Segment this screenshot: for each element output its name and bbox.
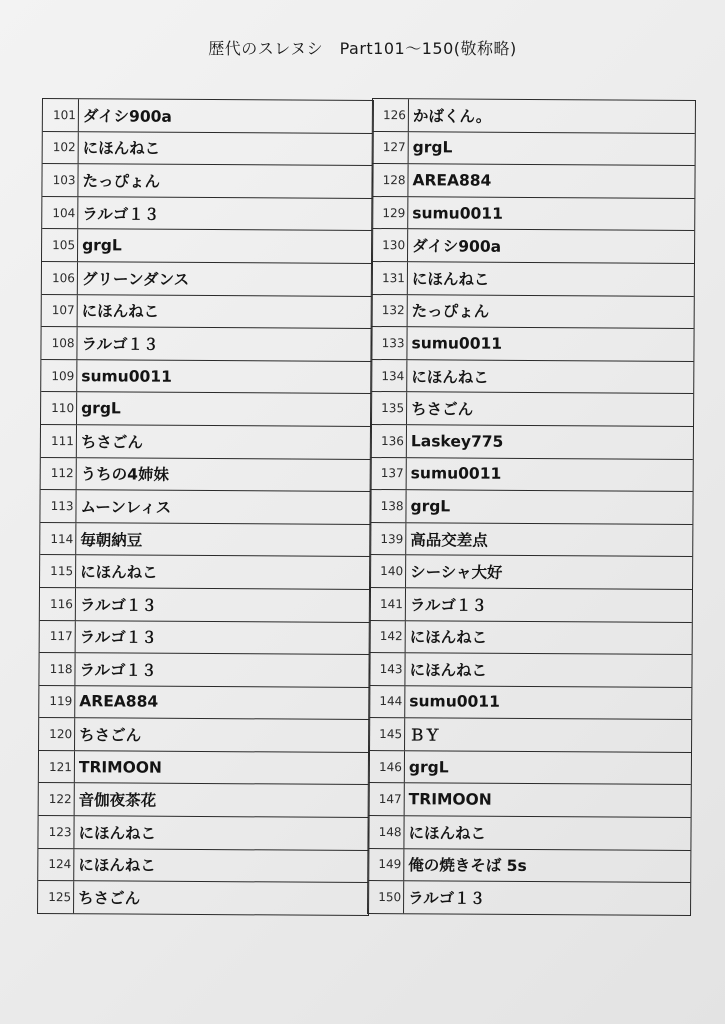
entry-number: 122 bbox=[39, 783, 75, 815]
entry-name: sumu0011 bbox=[411, 334, 503, 353]
entry-name: sumu0011 bbox=[409, 692, 500, 712]
table-row bbox=[41, 392, 371, 427]
entry-name: にほんねこ bbox=[78, 824, 157, 843]
table-row bbox=[38, 849, 368, 884]
entry-number: 140 bbox=[370, 555, 406, 587]
entry-name: にほんねこ bbox=[80, 563, 158, 582]
table-row bbox=[373, 132, 695, 167]
table-row bbox=[39, 686, 369, 721]
entry-number: 120 bbox=[39, 718, 75, 750]
entry-name: sumu0011 bbox=[412, 203, 503, 223]
entry-name: にほんねこ bbox=[409, 628, 488, 648]
entry-number: 121 bbox=[39, 751, 75, 783]
entry-name: AREA884 bbox=[79, 692, 159, 712]
entry-number: 101 bbox=[43, 99, 79, 131]
entry-name: ムーンレィス bbox=[80, 498, 172, 517]
entry-number: 112 bbox=[41, 458, 77, 490]
table-row bbox=[40, 588, 370, 623]
entry-name: にほんねこ bbox=[81, 302, 160, 322]
table-row bbox=[38, 816, 368, 851]
entry-name: ラルゴ１３ bbox=[82, 204, 160, 224]
table-row bbox=[372, 229, 694, 264]
entry-name: にほんねこ bbox=[78, 856, 156, 876]
entry-number: 123 bbox=[38, 816, 74, 848]
entry-name: ダイシ900a bbox=[412, 237, 502, 256]
entry-name: にほんねこ bbox=[411, 270, 490, 289]
table-row bbox=[39, 751, 369, 786]
table-row bbox=[370, 490, 692, 525]
entry-name: ラルゴ１３ bbox=[408, 889, 486, 908]
entry-number: 137 bbox=[371, 458, 407, 490]
table-row bbox=[368, 849, 690, 884]
table-row bbox=[372, 295, 694, 330]
table-row bbox=[39, 783, 369, 818]
entry-name: グリーンダンス bbox=[81, 270, 190, 289]
entry-name: Laskey775 bbox=[410, 431, 504, 451]
entry-number: 109 bbox=[41, 360, 77, 392]
entry-name: ちさごん bbox=[411, 400, 474, 419]
table-row bbox=[38, 881, 368, 916]
entry-name: grgL bbox=[410, 497, 451, 516]
table-row bbox=[370, 555, 692, 590]
entry-name: 高品交差点 bbox=[410, 530, 488, 550]
table-row bbox=[369, 653, 691, 688]
entry-number: 113 bbox=[40, 490, 76, 522]
entry-number: 103 bbox=[42, 164, 78, 196]
entry-number: 127 bbox=[373, 132, 409, 164]
page-title: 歴代のスレヌシ Part101〜150(敬称略) bbox=[208, 39, 517, 58]
entry-number: 108 bbox=[41, 327, 77, 359]
entry-name: ダイシ900a bbox=[82, 107, 172, 126]
entry-number: 107 bbox=[42, 295, 78, 327]
entry-number: 124 bbox=[38, 849, 74, 881]
table-row bbox=[371, 458, 693, 493]
entry-name: ラルゴ１３ bbox=[79, 661, 157, 680]
entry-name: かばくん。 bbox=[412, 107, 492, 126]
table-row bbox=[42, 164, 372, 199]
table-row bbox=[370, 523, 692, 558]
table-row bbox=[40, 523, 370, 558]
table-left-column bbox=[37, 98, 374, 916]
entry-number: 147 bbox=[369, 783, 405, 815]
entry-number: 136 bbox=[371, 425, 407, 457]
entry-number: 142 bbox=[370, 620, 406, 652]
entry-name: 毎朝納豆 bbox=[80, 530, 143, 550]
table-row bbox=[42, 295, 372, 330]
table-row bbox=[41, 360, 371, 395]
entry-name: TRIMOON bbox=[78, 757, 162, 777]
entry-number: 129 bbox=[372, 197, 408, 229]
table-row bbox=[368, 881, 690, 916]
entry-number: 118 bbox=[39, 653, 75, 685]
entry-number: 138 bbox=[370, 490, 406, 522]
entry-number: 145 bbox=[369, 718, 405, 750]
entry-name: grgL bbox=[412, 138, 453, 157]
entry-name: ラルゴ１３ bbox=[79, 595, 158, 615]
table-row bbox=[370, 588, 692, 623]
entry-number: 102 bbox=[43, 132, 79, 164]
entry-number: 130 bbox=[372, 229, 408, 261]
entry-number: 111 bbox=[41, 425, 77, 457]
table-row bbox=[371, 327, 693, 362]
table-row bbox=[373, 99, 695, 134]
table-row bbox=[39, 653, 369, 688]
entry-name: grgL bbox=[82, 236, 122, 255]
table-row bbox=[43, 99, 373, 134]
entry-name: にほんねこ bbox=[411, 367, 489, 387]
entry-number: 134 bbox=[371, 360, 407, 392]
table-row bbox=[371, 425, 693, 460]
entry-number: 144 bbox=[369, 686, 405, 718]
entry-number: 105 bbox=[42, 229, 78, 261]
entry-number: 117 bbox=[40, 620, 76, 652]
table-row bbox=[41, 425, 371, 460]
table-row bbox=[371, 392, 693, 427]
table-row bbox=[369, 751, 691, 786]
table-row bbox=[42, 262, 372, 297]
entry-name: ちさごん bbox=[79, 726, 142, 745]
table-row bbox=[42, 197, 372, 232]
entry-name: grgL bbox=[408, 757, 449, 777]
entry-number: 133 bbox=[371, 327, 407, 359]
entry-name: にほんねこ bbox=[82, 139, 161, 159]
table-row bbox=[369, 783, 691, 818]
table-row bbox=[40, 620, 370, 655]
table-row bbox=[372, 164, 694, 199]
entry-number: 115 bbox=[40, 555, 76, 587]
entry-name: AREA884 bbox=[412, 171, 492, 190]
entry-name: うちの4姉妹 bbox=[80, 465, 170, 485]
entry-number: 106 bbox=[42, 262, 78, 294]
entry-number: 135 bbox=[371, 392, 407, 424]
entry-number: 131 bbox=[372, 262, 408, 294]
entry-name: 俺の焼きそば 5s bbox=[408, 856, 527, 876]
entry-number: 126 bbox=[373, 99, 409, 131]
table-row bbox=[41, 458, 371, 493]
entry-name: sumu0011 bbox=[410, 464, 502, 484]
table-row bbox=[370, 620, 692, 655]
entry-number: 139 bbox=[370, 523, 406, 555]
table-row bbox=[369, 686, 691, 721]
entry-number: 119 bbox=[39, 686, 75, 718]
entry-number: 110 bbox=[41, 392, 77, 424]
entry-name: 音伽夜茶花 bbox=[78, 791, 157, 810]
table-right-column bbox=[367, 98, 696, 916]
table-row bbox=[42, 229, 372, 264]
entry-number: 143 bbox=[369, 653, 405, 685]
table-row bbox=[40, 555, 370, 590]
table-row bbox=[39, 718, 369, 753]
entry-name: ラルゴ１３ bbox=[79, 628, 157, 648]
table-row bbox=[369, 718, 691, 753]
entry-name: ちさごん bbox=[78, 889, 141, 908]
entry-number: 104 bbox=[42, 197, 78, 229]
entry-name: たっぴょん bbox=[411, 302, 490, 322]
table-row bbox=[372, 262, 694, 297]
entry-name: ラルゴ１３ bbox=[81, 335, 159, 354]
entry-name: ＢＹ bbox=[409, 726, 441, 745]
table-row bbox=[41, 327, 371, 362]
entry-name: ちさごん bbox=[80, 432, 143, 452]
entry-name: TRIMOON bbox=[408, 790, 492, 810]
table-row bbox=[368, 816, 690, 851]
entry-name: にほんねこ bbox=[409, 661, 488, 680]
entry-number: 116 bbox=[40, 588, 76, 620]
entry-number: 148 bbox=[368, 816, 404, 848]
entry-name: にほんねこ bbox=[408, 824, 487, 843]
entry-number: 132 bbox=[372, 295, 408, 327]
entry-number: 125 bbox=[38, 881, 74, 913]
entry-number: 146 bbox=[369, 751, 405, 783]
entry-name: ラルゴ１３ bbox=[409, 595, 488, 615]
entry-name: grgL bbox=[81, 399, 121, 418]
table-row bbox=[372, 197, 694, 232]
table-row bbox=[371, 360, 693, 395]
entry-number: 150 bbox=[368, 881, 404, 913]
entry-number: 114 bbox=[40, 523, 76, 555]
table-row bbox=[43, 132, 373, 167]
table-row bbox=[40, 490, 370, 525]
entry-number: 128 bbox=[372, 164, 408, 196]
entry-number: 149 bbox=[368, 849, 404, 881]
entry-name: sumu0011 bbox=[81, 366, 172, 386]
entry-name: たっぴょん bbox=[82, 172, 161, 191]
entry-number: 141 bbox=[370, 588, 406, 620]
entry-name: シーシャ大好 bbox=[410, 563, 503, 582]
